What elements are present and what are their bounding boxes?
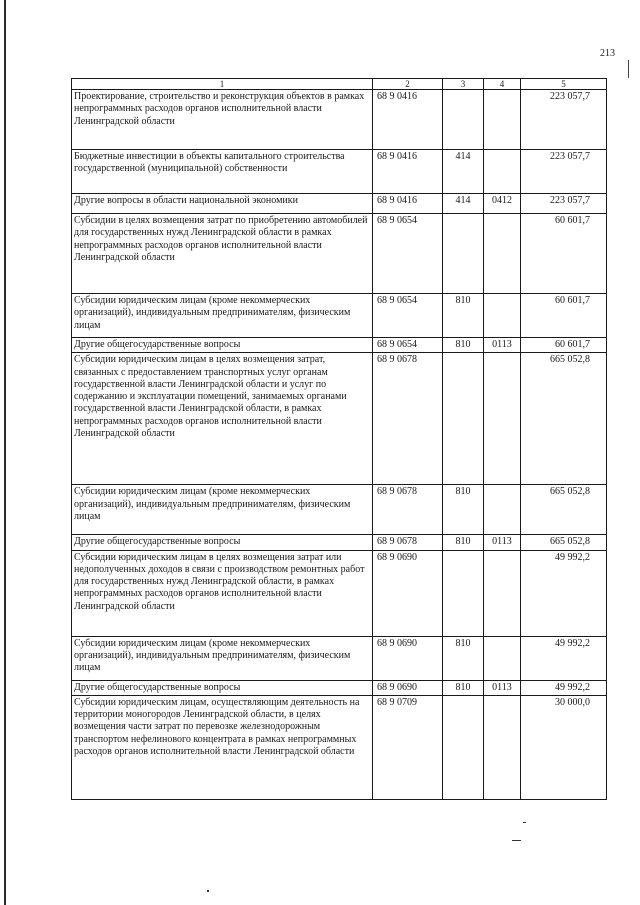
row-col4 [484,353,521,485]
budget-table [71,78,607,800]
row-col4 [484,550,521,636]
row-col3 [443,353,484,485]
row-name: Субсидии юридическим лицам (кроме некоммерческих организаций), индивидуальным предпринимателям, физическим лицам [72,636,373,680]
row-code: 68 9 0678 [373,353,443,485]
table-row [72,485,607,535]
scan-mark [628,60,629,78]
row-amount: 223 057,7 [521,194,607,214]
row-amount: 665 052,8 [521,485,607,535]
scan-speck [207,890,209,892]
row-amount: 49 992,2 [521,636,607,680]
row-amount: 60 601,7 [521,338,607,353]
row-col4: 0113 [484,338,521,353]
table-row [72,214,607,294]
row-name: Другие общегосударственные вопросы [72,338,373,353]
table-row [72,636,607,680]
scan-speck [512,840,521,841]
row-col4: 0412 [484,194,521,214]
table-row [72,550,607,636]
header-col-3: 3 [443,79,484,90]
row-name: Субсидии юридическим лицам (кроме некоммерческих организаций), индивидуальным предпринимателям, физическим лицам [72,485,373,535]
row-col3 [443,90,484,150]
header-col-5: 5 [521,79,607,90]
row-name: Бюджетные инвестиции в объекты капитального строительства государственной (муниципальной) собственности [72,150,373,194]
row-amount: 60 601,7 [521,214,607,294]
row-amount: 665 052,8 [521,353,607,485]
row-col3: 414 [443,150,484,194]
row-code: 68 9 0654 [373,338,443,353]
table-row [72,90,607,150]
row-code: 68 9 0416 [373,150,443,194]
table-row [72,194,607,214]
row-amount: 665 052,8 [521,535,607,550]
row-name: Субсидии юридическим лицам в целях возмещения затрат, связанных с предоставлением транспортных услуг органам государственной власти Ленинградской области и услуг по содержанию и эксплуатации помещений, занимаемых органами государственной власти Ленинградской области, в рамках непрограммных расходов органов исполнительной власти Ленинградской области [72,353,373,485]
row-col3: 810 [443,338,484,353]
row-code: 68 9 0416 [373,194,443,214]
row-col4 [484,636,521,680]
row-name: Другие общегосударственные вопросы [72,680,373,695]
row-code: 68 9 0654 [373,214,443,294]
row-amount: 223 057,7 [521,90,607,150]
row-col4: 0113 [484,535,521,550]
row-code: 68 9 0690 [373,636,443,680]
table-row [72,294,607,338]
header-col-4: 4 [484,79,521,90]
row-amount: 60 601,7 [521,294,607,338]
table-row [72,150,607,194]
table-header-row [72,79,607,90]
row-amount: 49 992,2 [521,680,607,695]
row-code: 68 9 0709 [373,695,443,799]
table-row [72,680,607,695]
table-row [72,338,607,353]
row-code: 68 9 0678 [373,485,443,535]
row-amount: 49 992,2 [521,550,607,636]
row-name: Проектирование, строительство и реконструкция объектов в рамках непрограммных расходов органов исполнительной власти Ленинградской области [72,90,373,150]
table-row [72,353,607,485]
table-row [72,535,607,550]
row-code: 68 9 0678 [373,535,443,550]
page-number: 213 [600,48,615,59]
header-col-1: 1 [72,79,373,90]
row-col3: 810 [443,680,484,695]
row-amount: 30 000,0 [521,695,607,799]
row-col4 [484,90,521,150]
row-code: 68 9 0654 [373,294,443,338]
row-col4 [484,150,521,194]
row-code: 68 9 0690 [373,550,443,636]
row-code: 68 9 0416 [373,90,443,150]
row-name: Субсидии в целях возмещения затрат по приобретению автомобилей для государственных нужд Ленинградской области в рамках непрограммных расходов органов исполнительной власти Ленинградской области [72,214,373,294]
row-col3: 810 [443,485,484,535]
row-name: Субсидии юридическим лицам (кроме некоммерческих организаций), индивидуальным предпринимателям, физическим лицам [72,294,373,338]
table-row [72,695,607,799]
row-name: Другие общегосударственные вопросы [72,535,373,550]
header-col-2: 2 [373,79,443,90]
scan-edge [4,0,6,905]
row-name: Другие вопросы в области национальной экономики [72,194,373,214]
row-col3: 414 [443,194,484,214]
row-col3 [443,695,484,799]
row-col4: 0113 [484,680,521,695]
row-name: Субсидии юридическим лицам в целях возмещения затрат или недополученных доходов в связи с производством ремонтных работ для государственных нужд Ленинградской области, в рамках непрограммных расходов органов исполнительной власти Ленинградской области [72,550,373,636]
row-col4 [484,485,521,535]
row-name: Субсидии юридическим лицам, осуществляющим деятельность на территории моногородов Ленинградской области, в целях возмещения части затрат по перевозке железнодорожным транспортом нефелинового концентрата в рамках непрограммных расходов органов исполнительной власти Ленинградской области [72,695,373,799]
row-col3: 810 [443,636,484,680]
row-col3 [443,550,484,636]
row-col3: 810 [443,535,484,550]
row-code: 68 9 0690 [373,680,443,695]
row-col4 [484,214,521,294]
row-col3: 810 [443,294,484,338]
row-col4 [484,294,521,338]
row-col4 [484,695,521,799]
row-amount: 223 057,7 [521,150,607,194]
scan-speck [523,822,526,823]
row-col3 [443,214,484,294]
